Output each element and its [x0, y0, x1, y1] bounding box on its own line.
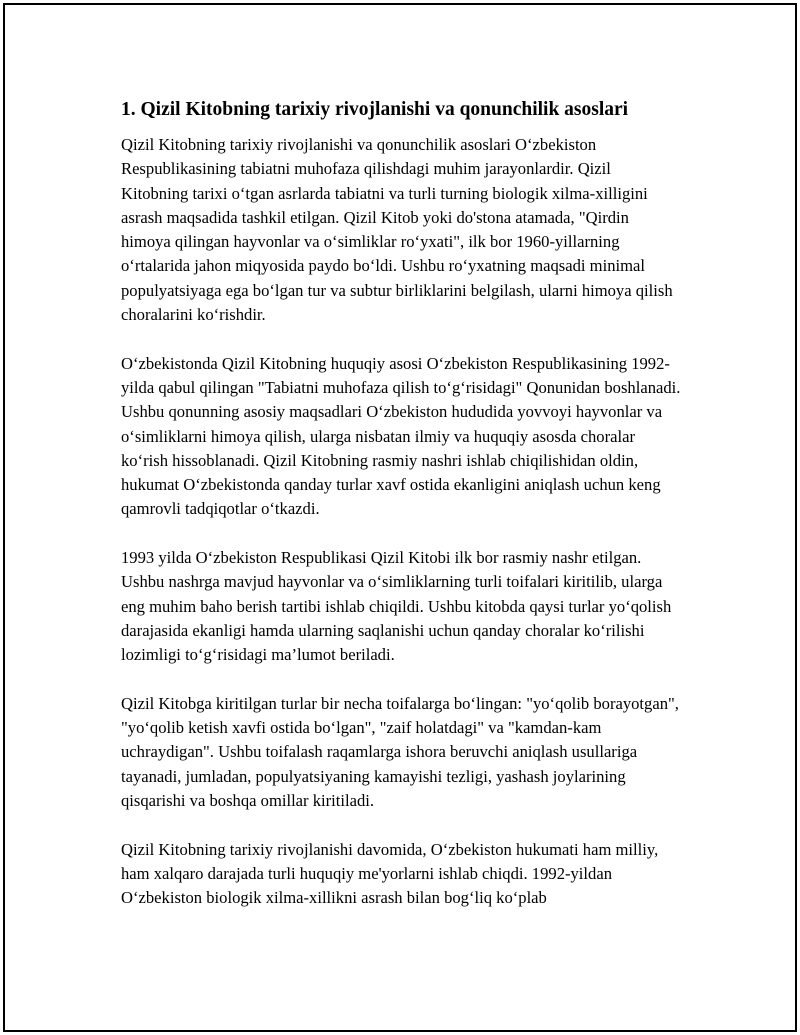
paragraph: Qizil Kitobning tarixiy rivojlanishi davomida, O‘zbekiston hukumati ham milliy, ham xalqaro darajada turli huquqiy me'yorlarni ishlab chiqdi. 1992-yildan O‘zbekiston biologik xilma-xillikni asrash bilan bog‘liq ko‘plab [121, 839, 659, 908]
document-body [121, 97, 681, 935]
document-page [3, 3, 797, 1032]
paragraph: O‘zbekistonda Qizil Kitobning huquqiy asosi O‘zbekiston Respublikasining 1992-yilda qabul qilingan "Tabiatni muhofaza qilish to‘g‘risidagi" Qonunidan boshlanadi. Ushbu qonunning asosiy maqsadlari O‘zbekiston hududida yovvoyi hayvonlar va o‘simliklarni himoya qilish, ularga nisbatan ilmiy va huquqiy asosda choralar ko‘rish hissoblanadi. Qizil Kitobning rasmiy nashri ishlab chiqilishidan oldin, hukumat O‘zbekistonda qanday turlar xavf ostida ekanligini aniqlash uchun keng qamrovli tadqiqotlar o‘tkazdi. [121, 353, 681, 519]
section-heading: 1. Qizil Kitobning tarixiy rivojlanishi va qonunchilik asoslari [121, 99, 629, 120]
paragraph: 1993 yilda O‘zbekiston Respublikasi Qizil Kitobi ilk bor rasmiy nashr etilgan. Ushbu nashrga mavjud hayvonlar va o‘simliklarning turli toifalari kiritilib, ularga eng muhim baho berish tartibi ishlab chiqildi. Ushbu kitobda qaysi turlar yo‘qolish darajasida ekanligi hamda ularning saqlanishi uchun qanday choralar ko‘rilishi lozimligi to‘g‘risidagi ma’lumot beriladi. [121, 548, 672, 665]
paragraph: Qizil Kitobning tarixiy rivojlanishi va qonunchilik asoslari O‘zbekiston Respublikasining tabiatni muhofaza qilishdagi muhim jarayonlardir. Qizil Kitobning tarixi o‘tgan asrlarda tabiatni va turli turning biologik xilma-xilligini asrash maqsadida tashkil etilgan. Qizil Kitob yoki do'stona atamada, "Qirdin himoya qilingan hayvonlar va o‘simliklar ro‘yxati", ilk bor 1960-yillarning o‘rtalarida jahon miqyosida paydo bo‘ldi. Ushbu ro‘yxatning maqsadi minimal populyatsiyaga ega bo‘lgan tur va subtur birliklarini belgilash, ularni himoya qilish choralarini ko‘rishdir. [121, 135, 673, 325]
paragraph: Qizil Kitobga kiritilgan turlar bir necha toifalarga bo‘lingan: "yo‘qolib borayotgan", "yo‘qolib ketish xavfi ostida bo‘lgan", "zaif holatdagi" va "kamdan-kam uchraydigan". Ushbu toifalash raqamlarga ishora beruvchi aniqlash usullariga tayanadi, jumladan, populyatsiyaning kamayishi tezligi, yashash joylarining qisqarishi va boshqa omillar kiritiladi. [121, 693, 679, 811]
